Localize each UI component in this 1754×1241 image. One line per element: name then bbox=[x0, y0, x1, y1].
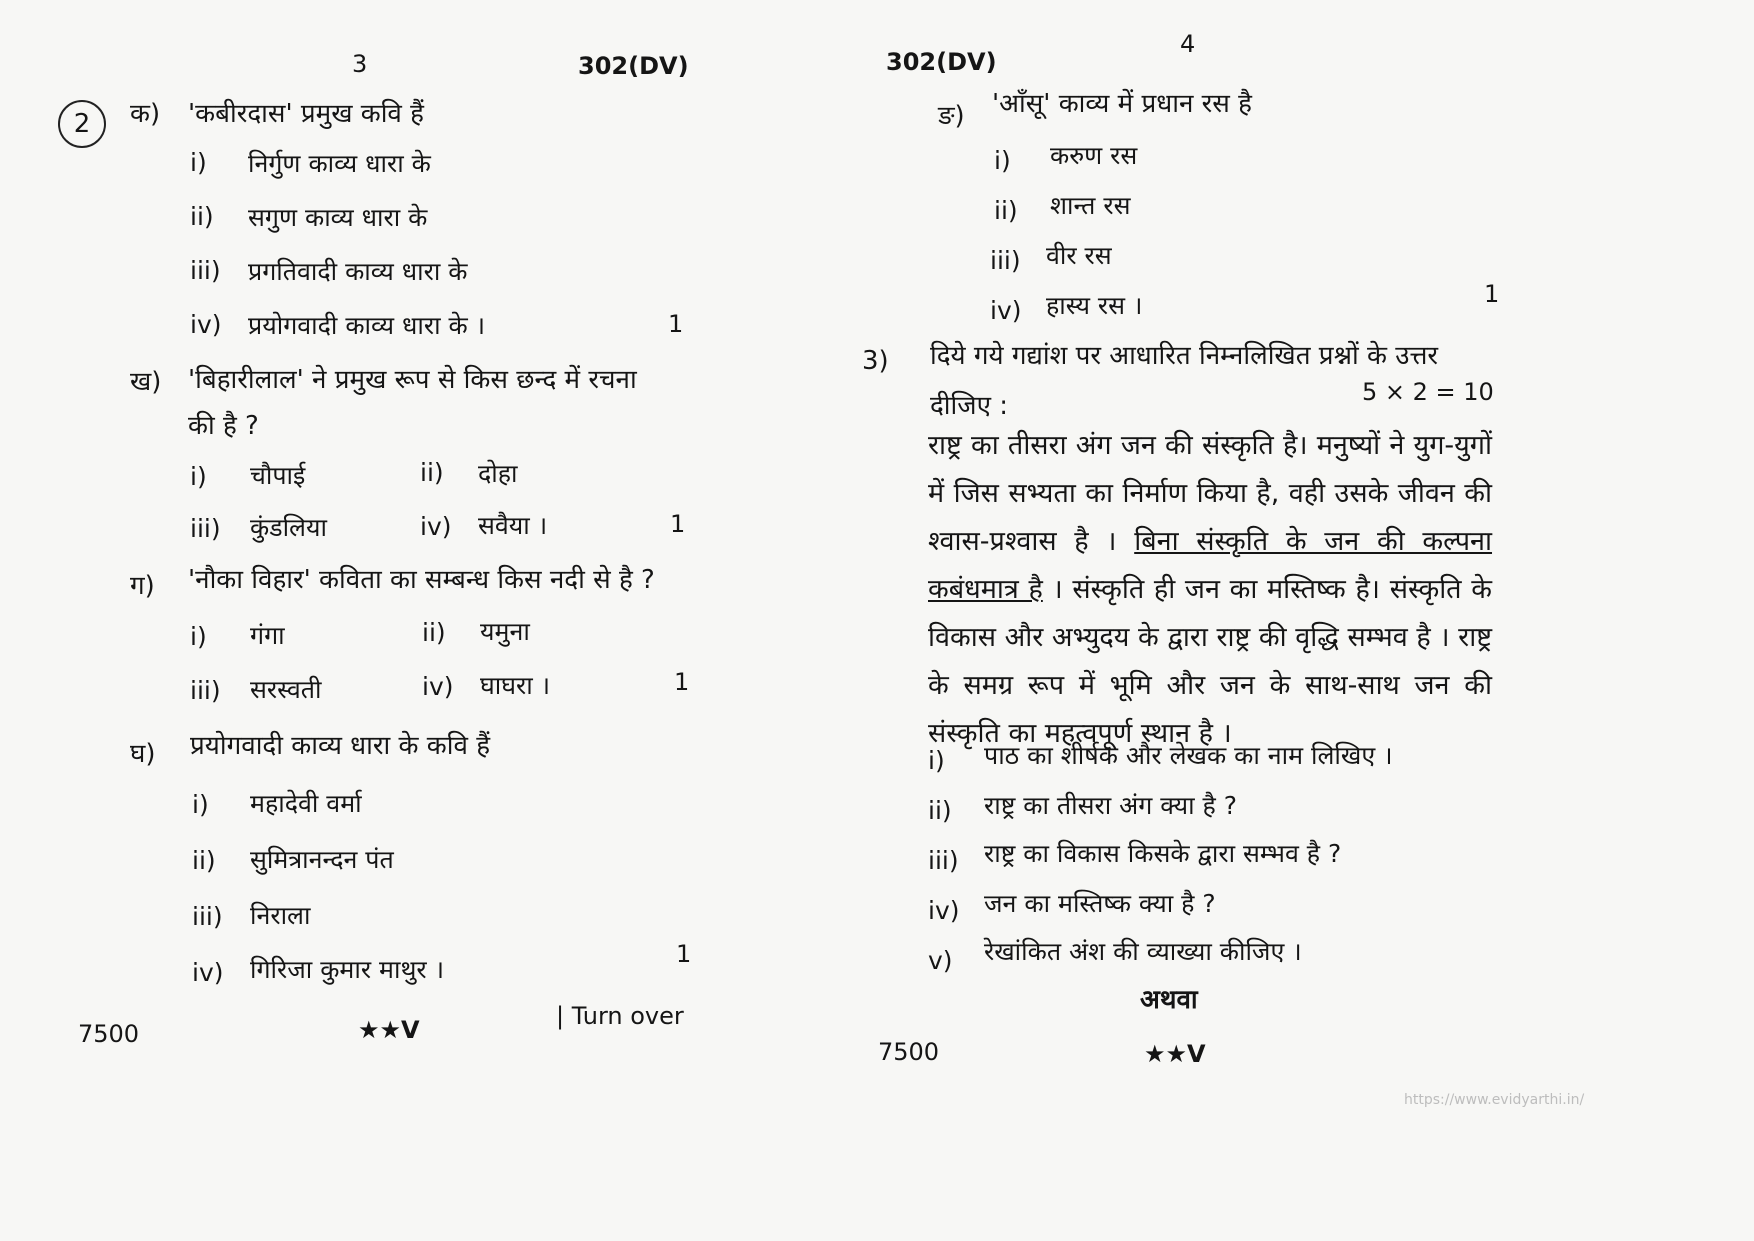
passage-underlined: बिना संस्कृति के जन की कल्पना कबंधमात्र है bbox=[928, 526, 1493, 605]
option-label: i) bbox=[190, 148, 207, 177]
subquestion-label: i) bbox=[928, 746, 945, 775]
subquestion-text: रेखांकित अंश की व्याख्या कीजिए । bbox=[984, 937, 1302, 966]
paper-code: 302(DV) bbox=[886, 48, 997, 76]
passage-text: । संस्कृति ही जन का मस्तिष्क है। संस्कृति के विकास और अभ्युदय के द्वारा राष्ट्र की वृद्धि सम्भव है । राष्ट्र के समग्र रूप में भूमि और जन के साथ-साथ जन की संस्कृति का महत्वपूर्ण स्थान है । bbox=[928, 574, 1492, 749]
item-question: 'कबीरदास' प्रमुख कवि हैं bbox=[188, 99, 424, 129]
question-instruction-cont: दीजिए : bbox=[930, 391, 1008, 421]
footer-stars: ★★V bbox=[358, 1016, 420, 1044]
item-question: 'आँसू' काव्य में प्रधान रस है bbox=[992, 89, 1252, 119]
option-label: iii) bbox=[190, 676, 221, 705]
option-text: हास्य रस । bbox=[1046, 291, 1143, 320]
item-question: प्रयोगवादी काव्य धारा के कवि हैं bbox=[190, 731, 490, 761]
option-label: ii) bbox=[190, 202, 214, 231]
option-label: iii) bbox=[190, 514, 221, 543]
passage bbox=[928, 422, 1492, 758]
option-label: iv) bbox=[190, 310, 222, 339]
option-label: i) bbox=[994, 146, 1011, 175]
option-label: iv) bbox=[990, 296, 1022, 325]
marks: 1 bbox=[674, 668, 690, 696]
option-label: iv) bbox=[192, 958, 224, 987]
subquestion-label: ii) bbox=[928, 796, 952, 825]
athva-heading: अथवा bbox=[1140, 985, 1198, 1015]
question-number: 3) bbox=[862, 346, 889, 376]
option-label: ii) bbox=[420, 458, 444, 487]
option-text: यमुना bbox=[480, 617, 530, 646]
item-question-cont: की है ? bbox=[188, 411, 259, 441]
option-label: ii) bbox=[422, 618, 446, 647]
option-text: गंगा bbox=[250, 621, 285, 650]
watermark-url: https://www.evidyarthi.in/ bbox=[1404, 1092, 1585, 1108]
option-label: iv) bbox=[420, 512, 452, 541]
option-text: शान्त रस bbox=[1050, 191, 1131, 220]
item-label: ग) bbox=[130, 571, 155, 601]
option-label: iv) bbox=[422, 672, 454, 701]
option-text: प्रयोगवादी काव्य धारा के । bbox=[248, 311, 486, 340]
question-marks: 5 × 2 = 10 bbox=[1362, 378, 1494, 406]
option-text: चौपाई bbox=[250, 461, 306, 490]
marks: 1 bbox=[668, 310, 684, 338]
subquestion-label: iii) bbox=[928, 846, 959, 875]
item-question: 'नौका विहार' कविता का सम्बन्ध किस नदी से है ? bbox=[188, 565, 655, 595]
subquestion-label: iv) bbox=[928, 896, 960, 925]
option-text: निराला bbox=[250, 901, 311, 930]
option-text: सगुण काव्य धारा के bbox=[248, 203, 428, 232]
option-text: दोहा bbox=[478, 459, 518, 488]
option-text: प्रगतिवादी काव्य धारा के bbox=[248, 257, 468, 286]
option-label: i) bbox=[190, 462, 207, 491]
option-text: गिरिजा कुमार माथुर । bbox=[250, 955, 445, 984]
option-label: iii) bbox=[190, 256, 221, 285]
option-text: निर्गुण काव्य धारा के bbox=[248, 149, 431, 178]
marks: 1 bbox=[670, 510, 686, 538]
option-text: वीर रस bbox=[1046, 241, 1112, 270]
footer-code: 7500 bbox=[878, 1038, 940, 1066]
passage-text: राष्ट्र का तीसरा अंग जन की संस्कृति है। मनुष्यों ने युग-युगों में जिस सभ्यता का निर्माण किया है, वही उसके जीवन की श्वास-प्रश्वास है । bbox=[928, 430, 1492, 557]
subquestion-text: राष्ट्र का विकास किसके द्वारा सम्भव है ? bbox=[984, 839, 1342, 868]
option-label: iii) bbox=[990, 246, 1021, 275]
subquestion-text: राष्ट्र का तीसरा अंग क्या है ? bbox=[984, 791, 1238, 820]
option-text: करुण रस bbox=[1050, 141, 1138, 170]
option-label: i) bbox=[190, 622, 207, 651]
option-text: सरस्वती bbox=[250, 675, 322, 704]
option-text: सुमित्रानन्दन पंत bbox=[250, 845, 394, 874]
option-label: iii) bbox=[192, 902, 223, 931]
option-text: कुंडलिया bbox=[250, 513, 327, 542]
item-label: घ) bbox=[130, 739, 156, 769]
footer-code: 7500 bbox=[78, 1020, 140, 1048]
marks: 1 bbox=[676, 940, 692, 968]
question-number-circled: 2 bbox=[58, 100, 106, 148]
item-question: 'बिहारीलाल' ने प्रमुख रूप से किस छन्द में रचना bbox=[188, 365, 637, 395]
option-text: महादेवी वर्मा bbox=[250, 789, 362, 818]
page-number: 4 bbox=[1180, 30, 1196, 58]
footer-stars: ★★V bbox=[1144, 1040, 1206, 1068]
question-instruction: दिये गये गद्यांश पर आधारित निम्नलिखित प्रश्नों के उत्तर bbox=[930, 341, 1439, 371]
subquestion-label: v) bbox=[928, 946, 953, 975]
item-label: ख) bbox=[130, 367, 162, 397]
option-text: घाघरा । bbox=[480, 671, 551, 700]
subquestion-text: पाठ का शीर्षक और लेखक का नाम लिखिए । bbox=[984, 741, 1393, 770]
paper-code: 302(DV) bbox=[578, 52, 689, 80]
option-label: i) bbox=[192, 790, 209, 819]
page-number: 3 bbox=[352, 50, 368, 78]
item-label: क) bbox=[130, 99, 161, 129]
marks: 1 bbox=[1484, 280, 1500, 308]
subquestion-text: जन का मस्तिष्क क्या है ? bbox=[984, 889, 1216, 918]
option-label: ii) bbox=[994, 196, 1018, 225]
option-text: सवैया । bbox=[478, 511, 548, 540]
option-label: ii) bbox=[192, 846, 216, 875]
item-label: ङ) bbox=[938, 101, 965, 131]
turn-over: | Turn over bbox=[556, 1002, 684, 1030]
